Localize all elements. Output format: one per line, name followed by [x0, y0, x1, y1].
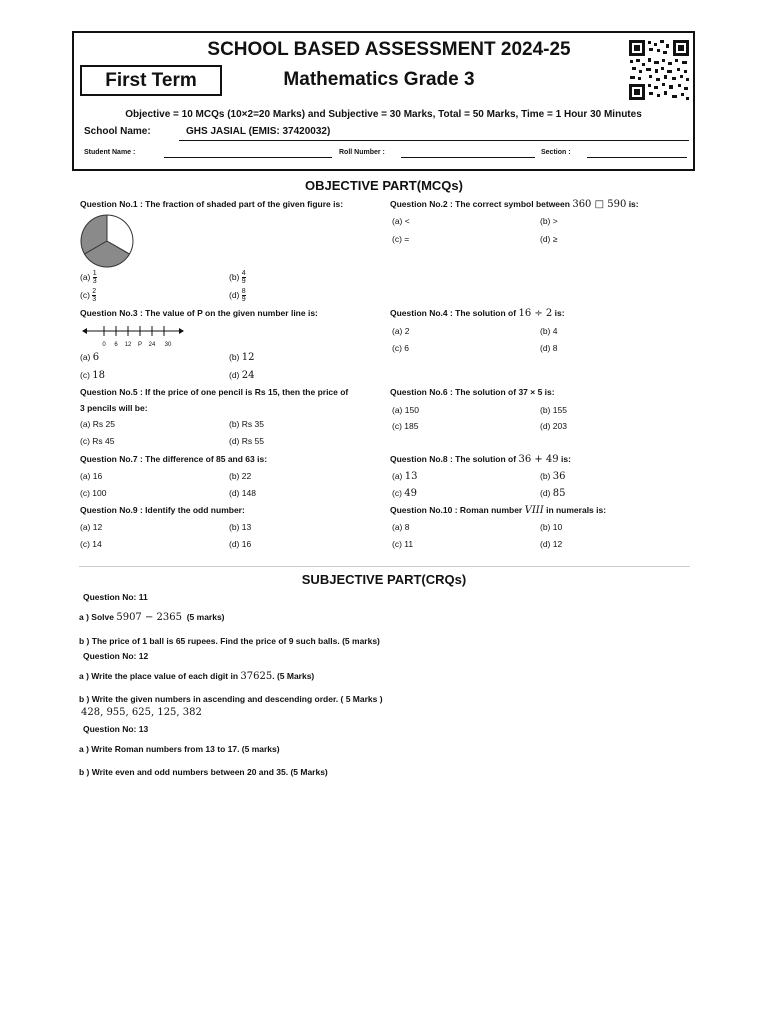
q10-math: VIII [524, 505, 544, 516]
q2-option-c[interactable]: (c) = [392, 234, 410, 244]
q8-option-d-value: 85 [552, 488, 566, 499]
q1-option-c[interactable] [80, 288, 96, 303]
tick-label-24: 24 [148, 342, 156, 348]
tick-label-0: 0 [102, 342, 106, 348]
q10-tail: in numerals is: [546, 505, 607, 515]
q1-c-denominator: 3 [92, 296, 97, 303]
q3-option-d-value: 24 [241, 370, 255, 381]
q9-option-b[interactable]: (b) 13 [229, 522, 252, 532]
q9-option-a[interactable]: (a) 12 [80, 522, 103, 532]
q2-option-d[interactable]: (d) ≥ [540, 234, 558, 244]
q10-text: Question No.10 : Roman number [390, 505, 523, 515]
question-13b: b ) Write even and odd numbers between 20 and 35. (5 Marks) [79, 767, 328, 777]
school-name-line [179, 140, 689, 141]
section-divider [79, 566, 690, 567]
student-name-field[interactable] [164, 157, 332, 158]
objective-info: Objective = 10 MCQs (10×2=20 Marks) and Subjective = 30 Marks, Total = 50 Marks, Time = 1 Hour 30 Minutes [125, 109, 642, 120]
q10-option-b[interactable]: (b) 10 [540, 522, 563, 532]
q11a-math: 5907 − 2365 [116, 612, 182, 623]
q7-option-b[interactable]: (b) 22 [229, 471, 252, 481]
question-12b: b ) Write the given numbers in ascending and descending order. ( 5 Marks ) [79, 694, 383, 704]
q10-option-c[interactable]: (c) 11 [392, 539, 414, 549]
q7-option-c[interactable]: (c) 100 [80, 488, 107, 498]
q1-b-denominator: 9 [241, 278, 246, 285]
q1-c-numerator: 2 [92, 288, 97, 295]
q3-option-b-value: 12 [241, 352, 255, 363]
question-11a [79, 612, 225, 623]
q5-option-d[interactable]: (d) Rs 55 [229, 436, 264, 446]
question-11b: b ) The price of 1 ball is 65 rupees. Find the price of 9 such balls. (5 marks) [79, 636, 380, 646]
q1-option-d[interactable] [229, 288, 246, 303]
q6-option-a[interactable]: (a) 150 [392, 405, 419, 415]
tick-label-p: P [137, 342, 143, 348]
q3-option-b-label: (b) [229, 352, 240, 362]
q8-option-c-value: 49 [404, 488, 418, 499]
q3-option-c[interactable] [80, 369, 105, 382]
question-4 [390, 305, 565, 322]
q1-option-a[interactable] [80, 270, 97, 285]
q3-option-c-value: 18 [92, 370, 106, 381]
q8-option-c-label: (c) [392, 488, 402, 498]
q1-d-denominator: 9 [241, 296, 246, 303]
q10-option-a[interactable]: (a) 8 [392, 522, 410, 532]
q1-option-a-label: (a) [80, 271, 91, 282]
q3-option-d-label: (d) [229, 370, 240, 380]
q9-option-c[interactable]: (c) 14 [80, 539, 102, 549]
objective-part-title: OBJECTIVE PART(MCQs) [305, 178, 463, 193]
q1-option-b-label: (b) [229, 271, 240, 282]
subject-title: Mathematics Grade 3 [283, 69, 475, 90]
shaded-pie-figure [79, 213, 135, 269]
question-12-label: Question No: 12 [83, 651, 149, 661]
q1-a-numerator: 1 [92, 270, 97, 277]
q3-option-b[interactable] [229, 351, 255, 364]
term-box: First Term [80, 65, 222, 96]
q4-option-d[interactable]: (d) 8 [540, 343, 558, 353]
q6-option-b[interactable]: (b) 155 [540, 405, 567, 415]
q7-option-a[interactable]: (a) 16 [80, 471, 103, 481]
school-name-label: School Name: [84, 126, 151, 137]
roll-number-field[interactable] [401, 157, 535, 158]
question-13a: a ) Write Roman numbers from 13 to 17. (5 marks) [79, 744, 280, 754]
question-9: Question No.9 : Identify the odd number: [80, 505, 245, 515]
q7-option-d[interactable]: (d) 148 [229, 488, 256, 498]
q1-d-numerator: 8 [241, 288, 246, 295]
q8-option-b-label: (b) [540, 471, 551, 481]
roll-number-label: Roll Number : [339, 149, 385, 156]
tick-label-30: 30 [164, 342, 172, 348]
question-5: Question No.5 : If the price of one pencil is Rs 15, then the price of [80, 387, 349, 397]
q11a-marks: (5 marks) [186, 612, 225, 622]
q8-option-a-value: 13 [404, 471, 418, 482]
q8-option-b[interactable] [540, 470, 566, 483]
q5-option-c[interactable]: (c) Rs 45 [80, 436, 115, 446]
number-line-figure [82, 323, 184, 349]
q12a-marks: . (5 Marks) [272, 671, 315, 681]
question-7: Question No.7 : The difference of 85 and 63 is: [80, 454, 268, 464]
q1-option-a-fraction [93, 270, 97, 285]
q1-option-d-fraction [242, 288, 246, 303]
q9-option-d[interactable]: (d) 16 [229, 539, 252, 549]
section-field[interactable] [587, 157, 687, 158]
question-10 [390, 502, 606, 519]
q8-text: Question No.8 : The solution of [390, 454, 517, 464]
q3-option-d[interactable] [229, 369, 255, 382]
question-13-label: Question No: 13 [83, 724, 149, 734]
question-12a [79, 671, 314, 682]
question-12b-numbers: 428, 955, 625, 125, 382 [81, 707, 202, 718]
q3-option-c-label: (c) [80, 370, 90, 380]
q12a-text: a ) Write the place value of each digit in [79, 671, 239, 681]
tick-label-12: 12 [124, 342, 132, 348]
q8-option-d[interactable] [540, 487, 566, 500]
q8-option-c[interactable] [392, 487, 417, 500]
q4-option-c[interactable]: (c) 6 [392, 343, 409, 353]
q4-math: 16 ÷ 2 [518, 308, 553, 319]
student-name-label: Student Name : [84, 149, 136, 156]
q8-option-b-value: 36 [552, 471, 566, 482]
q8-math: 36 + 49 [518, 454, 559, 465]
q3-option-a[interactable] [80, 351, 99, 364]
exam-title: SCHOOL BASED ASSESSMENT 2024-25 [207, 39, 571, 60]
q1-b-numerator: 4 [241, 270, 246, 277]
q1-option-c-label: (c) [80, 289, 90, 300]
school-name-value: GHS JASIAL (EMIS: 37420032) [186, 126, 331, 137]
q2-text: Question No.2 : The correct symbol between [390, 199, 570, 209]
question-8 [390, 451, 571, 468]
q3-option-a-value: 6 [92, 352, 100, 363]
question-2 [390, 196, 639, 213]
q2-option-b[interactable]: (b) > [540, 216, 558, 226]
q8-option-d-label: (d) [540, 488, 551, 498]
q4-text: Question No.4 : The solution of [390, 308, 517, 318]
q2-tail: is: [628, 199, 639, 209]
q8-option-a-label: (a) [392, 471, 403, 481]
q12a-math: 37625 [240, 671, 273, 682]
q1-option-b-fraction [242, 270, 246, 285]
q4-option-b[interactable]: (b) 4 [540, 326, 558, 336]
q11a-text: a ) Solve [79, 612, 114, 622]
q4-tail: is: [554, 308, 565, 318]
tick-label-6: 6 [114, 342, 118, 348]
header-box [72, 31, 695, 171]
q8-option-a[interactable] [392, 470, 418, 483]
q4-option-a[interactable]: (a) 2 [392, 326, 410, 336]
section-label: Section : [541, 149, 571, 156]
q2-option-a[interactable]: (a) < [392, 216, 410, 226]
q5-option-a[interactable]: (a) Rs 25 [80, 419, 115, 429]
question-3: Question No.3 : The value of P on the given number line is: [80, 308, 318, 318]
q2-math: 360 □ 590 [572, 199, 627, 210]
q3-option-a-label: (a) [80, 352, 91, 362]
q5-option-b[interactable]: (b) Rs 35 [229, 419, 264, 429]
question-1: Question No.1 : The fraction of shaded part of the given figure is: [80, 199, 344, 209]
question-5-line-2: 3 pencils will be: [80, 403, 148, 413]
question-6: Question No.6 : The solution of 37 × 5 is: [390, 387, 555, 397]
q10-option-d[interactable]: (d) 12 [540, 539, 563, 549]
question-11-label: Question No: 11 [83, 592, 148, 602]
q6-option-c[interactable]: (c) 185 [392, 421, 419, 431]
q8-tail: is: [561, 454, 571, 464]
q1-option-c-fraction [92, 288, 96, 303]
qr-code-icon [628, 39, 690, 101]
q6-option-d[interactable]: (d) 203 [540, 421, 567, 431]
q1-option-b[interactable] [229, 270, 246, 285]
subjective-part-title: SUBJECTIVE PART(CRQs) [301, 572, 467, 587]
q1-option-d-label: (d) [229, 289, 240, 300]
q1-a-denominator: 3 [92, 278, 97, 285]
